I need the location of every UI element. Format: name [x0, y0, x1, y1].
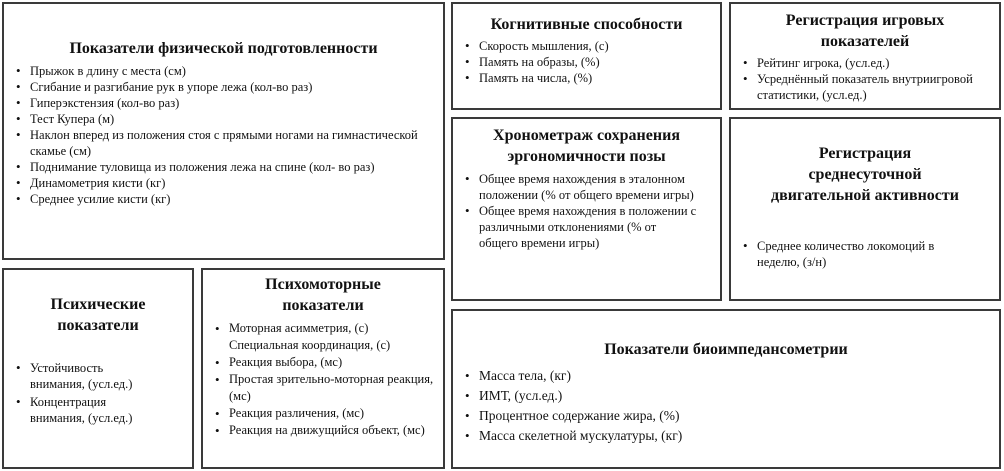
daily-activity-box: [729, 117, 1001, 301]
list-item: • Реакция выбора, (мс): [229, 354, 435, 371]
psychomotor-box: [201, 268, 445, 469]
list-item: • Прыжок в длину с места (см): [30, 63, 435, 79]
game-stats-list: [739, 55, 991, 103]
list-item: • Тест Купера (м): [30, 111, 435, 127]
list-item: • Простая зрительно-моторная реакция, (мс): [229, 371, 435, 405]
bioimpedance-title: Показатели биоимпедансометрии: [604, 341, 848, 358]
list-item: • Память на образы, (%): [479, 54, 712, 70]
physical-fitness-box: [2, 2, 445, 260]
list-item: • ИМТ, (усл.ед.): [479, 386, 991, 406]
list-item: • Общее время нахождения в эталонном положении (% от общего времени игры): [479, 171, 698, 203]
list-item: • Масса скелетной мускулатуры, (кг): [479, 426, 991, 446]
cognitive-box: [451, 2, 722, 110]
bioimpedance-list: [461, 366, 991, 446]
posture-box: [451, 117, 722, 301]
list-item: • Реакция на движущийся объект, (мс): [229, 422, 435, 439]
list-item: • Усреднённый показатель внутриигровой статистики, (усл.ед.): [757, 71, 991, 103]
posture-list: [461, 171, 712, 251]
game-stats-title: Регистрация игровых показателей: [785, 12, 945, 50]
list-item: • Реакция различения, (мс): [229, 405, 435, 422]
physical-fitness-list: [12, 63, 435, 207]
list-item: • Среднее усилие кисти (кг): [30, 191, 435, 207]
psychic-list: [12, 360, 184, 426]
list-item: • Концентрация внимания, (усл.ед.): [30, 394, 148, 426]
list-item: • Память на числа, (%): [479, 70, 712, 86]
list-item: • Масса тела, (кг): [479, 366, 991, 386]
list-item: • Динамометрия кисти (кг): [30, 175, 435, 191]
list-item: • Устойчивость внимания, (усл.ед.): [30, 360, 148, 392]
cognitive-title: Когнитивные способности: [490, 16, 683, 33]
psychomotor-list: [211, 320, 435, 439]
list-item: • Моторная асимметрия, (с) Специальная координация, (с): [229, 320, 435, 354]
psychic-box: [2, 268, 194, 469]
bioimpedance-box: [451, 309, 1001, 469]
daily-activity-list: [739, 238, 991, 270]
list-item: • Среднее количество локомоций в неделю, (з/н): [757, 238, 971, 270]
list-item: • Общее время нахождения в положении с различными отклонениями (% от общего времени игры): [479, 203, 698, 251]
psychic-title: Психические показатели: [50, 296, 146, 334]
list-item: • Скорость мышления, (с): [479, 38, 712, 54]
physical-fitness-title: Показатели физической подготовленности: [69, 40, 378, 57]
posture-title: Хронометраж сохранения эргономичности позы: [493, 127, 680, 165]
list-item: • Процентное содержание жира, (%): [479, 406, 991, 426]
daily-activity-title: Регистрация среднесуточной двигательной активности: [771, 145, 959, 204]
psychomotor-title: Психомоторные показатели: [265, 276, 381, 314]
list-item: • Сгибание и разгибание рук в упоре лежа (кол-во раз): [30, 79, 435, 95]
game-stats-box: [729, 2, 1001, 110]
list-item: • Наклон вперед из положения стоя с прямыми ногами на гимнастической скамье (см): [30, 127, 435, 159]
cognitive-list: [461, 38, 712, 86]
list-item: • Гиперэкстензия (кол-во раз): [30, 95, 435, 111]
list-item: • Поднимание туловища из положения лежа на спине (кол- во раз): [30, 159, 435, 175]
list-item: • Рейтинг игрока, (усл.ед.): [757, 55, 991, 71]
